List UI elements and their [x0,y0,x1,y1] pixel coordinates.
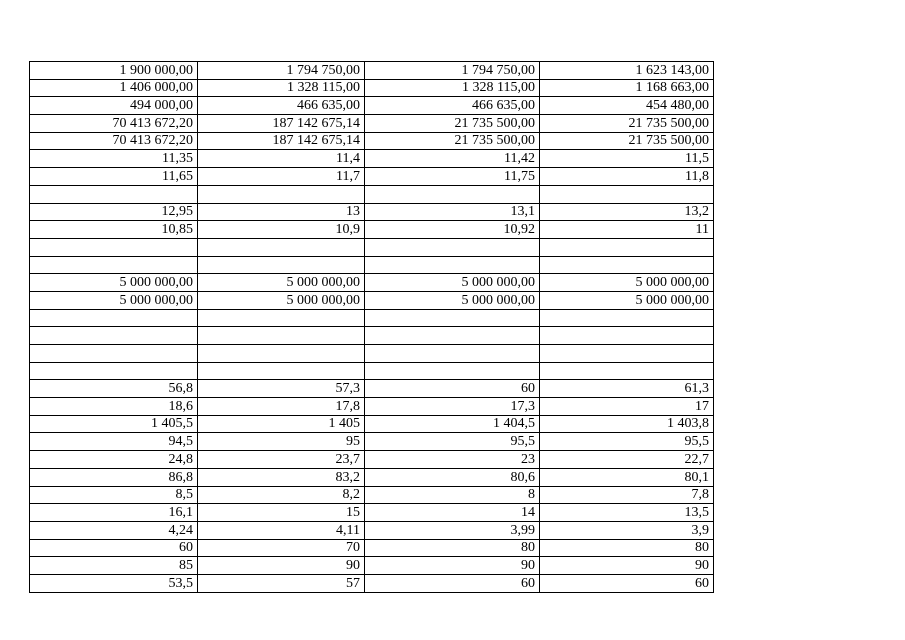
table-cell: 11,4 [198,150,365,168]
table-row [30,132,714,150]
table-cell: 21 735 500,00 [540,115,714,133]
table-cell: 90 [365,557,540,575]
table-cell: 8,5 [30,486,198,504]
table-cell: 23 [365,451,540,469]
table-cell: 17 [540,398,714,416]
table-cell: 5 000 000,00 [540,274,714,292]
table-cell: 57,3 [198,380,365,398]
table-cell: 60 [30,539,198,557]
table-cell [365,362,540,380]
table-cell: 4,24 [30,521,198,539]
table-cell: 1 168 663,00 [540,79,714,97]
table-cell: 14 [365,504,540,522]
table-cell: 70 413 672,20 [30,132,198,150]
table-cell: 60 [365,574,540,592]
table-cell: 17,3 [365,398,540,416]
table-cell: 61,3 [540,380,714,398]
table-row [30,185,714,203]
table-cell: 80,1 [540,468,714,486]
table-cell: 5 000 000,00 [365,291,540,309]
table-cell: 5 000 000,00 [30,291,198,309]
table-row [30,150,714,168]
table-cell: 1 405 [198,415,365,433]
table-row [30,504,714,522]
table-cell: 80 [365,539,540,557]
table-cell: 5 000 000,00 [30,274,198,292]
table-cell: 11,8 [540,168,714,186]
table-cell: 3,99 [365,521,540,539]
table-cell: 7,8 [540,486,714,504]
table-cell: 13,1 [365,203,540,221]
table-cell: 70 413 672,20 [30,115,198,133]
table-cell [198,185,365,203]
table-row [30,256,714,274]
table-cell: 95 [198,433,365,451]
table-cell: 24,8 [30,451,198,469]
table-row [30,79,714,97]
table-row [30,327,714,345]
table-cell: 187 142 675,14 [198,132,365,150]
table-cell [30,238,198,256]
table-cell: 11 [540,221,714,239]
table-cell [365,309,540,327]
table-cell [30,327,198,345]
table-cell [30,185,198,203]
table-cell: 454 480,00 [540,97,714,115]
table-cell: 70 [198,539,365,557]
table-cell [30,345,198,363]
table-cell: 11,42 [365,150,540,168]
table-cell [365,345,540,363]
table-row [30,398,714,416]
table-row [30,468,714,486]
table-cell: 13,5 [540,504,714,522]
table-row [30,291,714,309]
table-row [30,345,714,363]
table-row [30,203,714,221]
table-cell [540,327,714,345]
table-cell: 18,6 [30,398,198,416]
table-cell: 11,35 [30,150,198,168]
table-cell: 11,65 [30,168,198,186]
table-cell: 8 [365,486,540,504]
table-cell [365,327,540,345]
table-cell: 17,8 [198,398,365,416]
table-row [30,97,714,115]
table-cell: 1 328 115,00 [365,79,540,97]
table-cell [198,256,365,274]
table-cell [30,309,198,327]
table-cell: 57 [198,574,365,592]
table-cell [365,256,540,274]
table-cell: 466 635,00 [198,97,365,115]
table-row [30,238,714,256]
table-row [30,539,714,557]
table-cell: 86,8 [30,468,198,486]
table-cell: 83,2 [198,468,365,486]
table-row [30,433,714,451]
table-cell: 4,11 [198,521,365,539]
table-cell [540,256,714,274]
table-row [30,415,714,433]
table-cell: 56,8 [30,380,198,398]
table-cell: 23,7 [198,451,365,469]
table-cell [198,309,365,327]
table-cell: 10,9 [198,221,365,239]
table-cell: 94,5 [30,433,198,451]
table-cell [198,362,365,380]
table-cell: 3,9 [540,521,714,539]
table-cell: 80 [540,539,714,557]
table-cell: 1 405,5 [30,415,198,433]
table-cell: 1 404,5 [365,415,540,433]
table-row [30,557,714,575]
table-cell [540,185,714,203]
table-cell: 1 900 000,00 [30,62,198,80]
table-row [30,274,714,292]
table-row [30,309,714,327]
table-cell: 10,92 [365,221,540,239]
table-row [30,221,714,239]
table-row [30,521,714,539]
table-cell [30,362,198,380]
table-cell [365,238,540,256]
table-row [30,486,714,504]
table-cell: 60 [365,380,540,398]
table-cell [198,238,365,256]
table-row [30,380,714,398]
table-cell: 13 [198,203,365,221]
table-cell: 16,1 [30,504,198,522]
table-row [30,168,714,186]
table-body [30,62,714,593]
table-cell: 8,2 [198,486,365,504]
table-cell: 5 000 000,00 [540,291,714,309]
table-cell: 13,2 [540,203,714,221]
table-cell: 12,95 [30,203,198,221]
table-cell: 21 735 500,00 [540,132,714,150]
table-cell [30,256,198,274]
table-cell: 1 328 115,00 [198,79,365,97]
table-row [30,115,714,133]
table-cell: 466 635,00 [365,97,540,115]
table-cell: 11,7 [198,168,365,186]
table-cell: 22,7 [540,451,714,469]
table-cell: 95,5 [540,433,714,451]
table-cell: 1 794 750,00 [198,62,365,80]
table-row [30,62,714,80]
table-cell [540,345,714,363]
table-row [30,451,714,469]
table-cell: 60 [540,574,714,592]
table-row [30,574,714,592]
table-cell: 80,6 [365,468,540,486]
data-table [29,61,714,593]
table-cell [540,362,714,380]
table-cell: 85 [30,557,198,575]
table-cell: 10,85 [30,221,198,239]
table-row [30,362,714,380]
table-cell: 15 [198,504,365,522]
table-cell: 5 000 000,00 [365,274,540,292]
table-cell: 11,75 [365,168,540,186]
table-cell: 90 [540,557,714,575]
table-cell: 1 794 750,00 [365,62,540,80]
table-cell: 95,5 [365,433,540,451]
table-cell [198,345,365,363]
table-cell: 1 406 000,00 [30,79,198,97]
table-cell [198,327,365,345]
table-cell: 494 000,00 [30,97,198,115]
table-cell: 11,5 [540,150,714,168]
table-cell: 90 [198,557,365,575]
table-cell: 1 403,8 [540,415,714,433]
table-cell [540,309,714,327]
table-cell: 21 735 500,00 [365,132,540,150]
table-cell: 1 623 143,00 [540,62,714,80]
table-cell: 5 000 000,00 [198,291,365,309]
table-cell [365,185,540,203]
table-cell: 5 000 000,00 [198,274,365,292]
table-cell: 187 142 675,14 [198,115,365,133]
table-cell: 21 735 500,00 [365,115,540,133]
table-cell: 53,5 [30,574,198,592]
table-cell [540,238,714,256]
